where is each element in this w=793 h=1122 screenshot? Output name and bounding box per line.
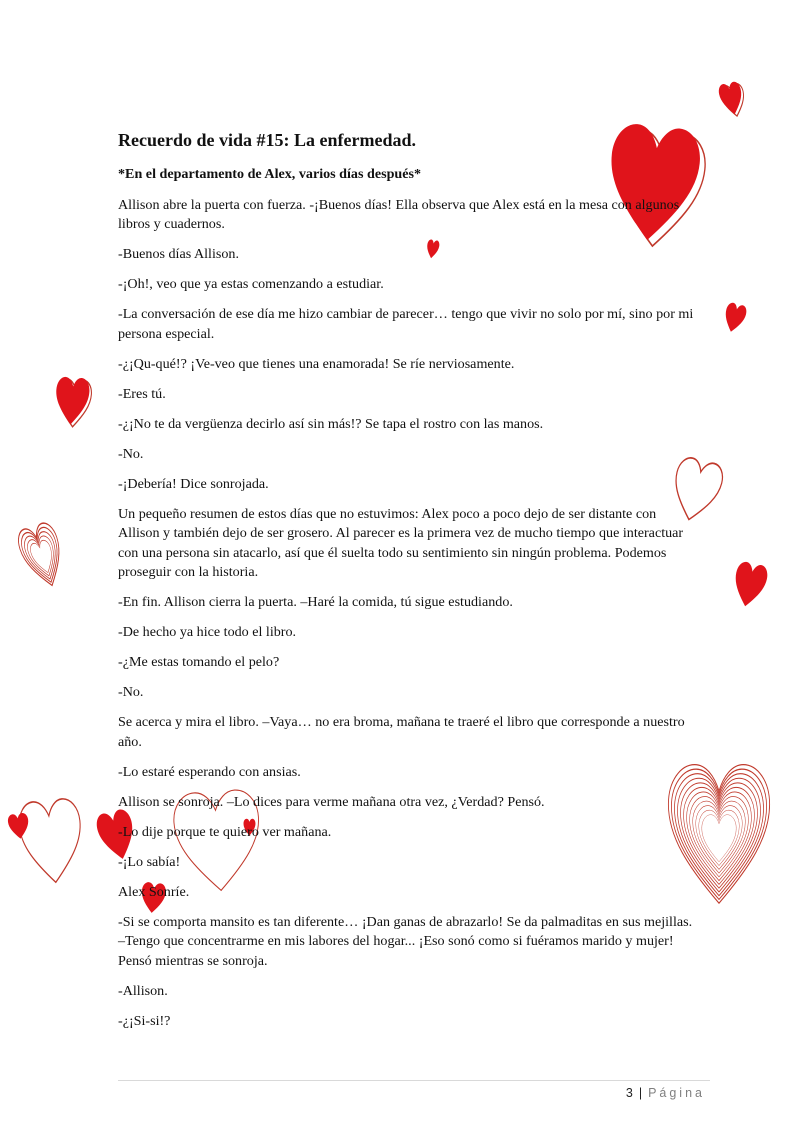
paragraph: -Buenos días Allison. — [118, 246, 239, 262]
paragraph: Un pequeño resumen de estos días que no estuvimos: Alex poco a poco dejo de ser distante con Allison y también dejo de ser grosero. Al parecer es la primera vez de mucho tiempo que interactuar con una persona sin atacarlo, así que él suelta todo su sentimiento sin ningún problema. Podemos proseguir con la historia. — [118, 505, 684, 580]
red-heart-icon — [54, 376, 93, 428]
paragraph: Allison abre la puerta con fuerza. -¡Buenos días! Ella observa que Alex está en la mesa con algunos libros y cuadernos. — [118, 196, 680, 232]
outline-heart-icon — [17, 797, 86, 885]
paragraph: -En fin. Allison cierra la puerta. –Haré la comida, tú sigue estudiando. — [118, 594, 513, 610]
paragraph: -Lo dije porque te quiero ver mañana. — [118, 823, 332, 840]
concentric-heart-icon — [15, 520, 71, 591]
paragraph: -¿¡Si-si!? — [118, 1012, 171, 1029]
page-label: Página — [648, 1086, 705, 1100]
paragraph: -Allison. — [118, 982, 168, 999]
page-number: 3 — [625, 1086, 633, 1100]
red-heart-icon — [730, 560, 770, 609]
paragraph: Allison se sonroja. –Lo dices para verme mañana otra vez, ¿Verdad? Pensó. — [118, 793, 545, 810]
paragraph: -¿Me estas tomando el pelo? — [118, 654, 280, 670]
paragraph: -¡Debería! Dice sonrojada. — [118, 475, 269, 492]
paragraph: Se acerca y mira el libro. –Vaya… no era broma, mañana te traeré el libro que corresponde a nuestro año. — [118, 714, 685, 750]
footer-separator: | — [638, 1086, 643, 1100]
paragraph: -Si se comporta mansito es tan diferente… ¡Dan ganas de abrazarlo! Se da palmaditas en sus mejillas. –Tengo que concentrarme en mis labores del hogar... ¡Eso sonó como si fuéramos marido y mujer! Pensó mientras se sonroja. — [118, 913, 693, 969]
page-footer — [626, 1086, 705, 1100]
paragraph: -Lo estaré esperando con ansias. — [118, 763, 301, 780]
paragraph: -Eres tú. — [118, 385, 166, 402]
paragraph: -¿¡Qu-qué!? ¡Ve-veo que tienes una enamorada! Se ríe nerviosamente. — [118, 355, 515, 372]
small-red-heart-icon — [7, 812, 31, 840]
document-body — [118, 128, 700, 1042]
small-red-heart-icon — [717, 80, 748, 118]
chapter-title: Recuerdo de vida #15: La enfermedad. — [118, 130, 416, 150]
scene-heading: *En el departamento de Alex, varios días después* — [118, 166, 422, 182]
small-red-heart-icon — [721, 302, 748, 335]
paragraph: -No. — [118, 445, 144, 462]
paragraph: -La conversación de ese día me hizo cambiar de parecer… tengo que vivir no solo por mí, sino por mi persona especial. — [118, 306, 694, 342]
paragraph: -No. — [118, 684, 144, 700]
paragraph: -¡Lo sabía! — [118, 853, 181, 870]
paragraph: -¡Oh!, veo que ya estas comenzando a estudiar. — [118, 276, 384, 292]
paragraph: -¿¡No te da vergüenza decirlo así sin más!? Se tapa el rostro con las manos. — [118, 415, 544, 432]
paragraph: -De hecho ya hice todo el libro. — [118, 624, 297, 640]
footer-divider — [118, 1080, 710, 1081]
paragraph: Alex Sonríe. — [118, 883, 190, 900]
